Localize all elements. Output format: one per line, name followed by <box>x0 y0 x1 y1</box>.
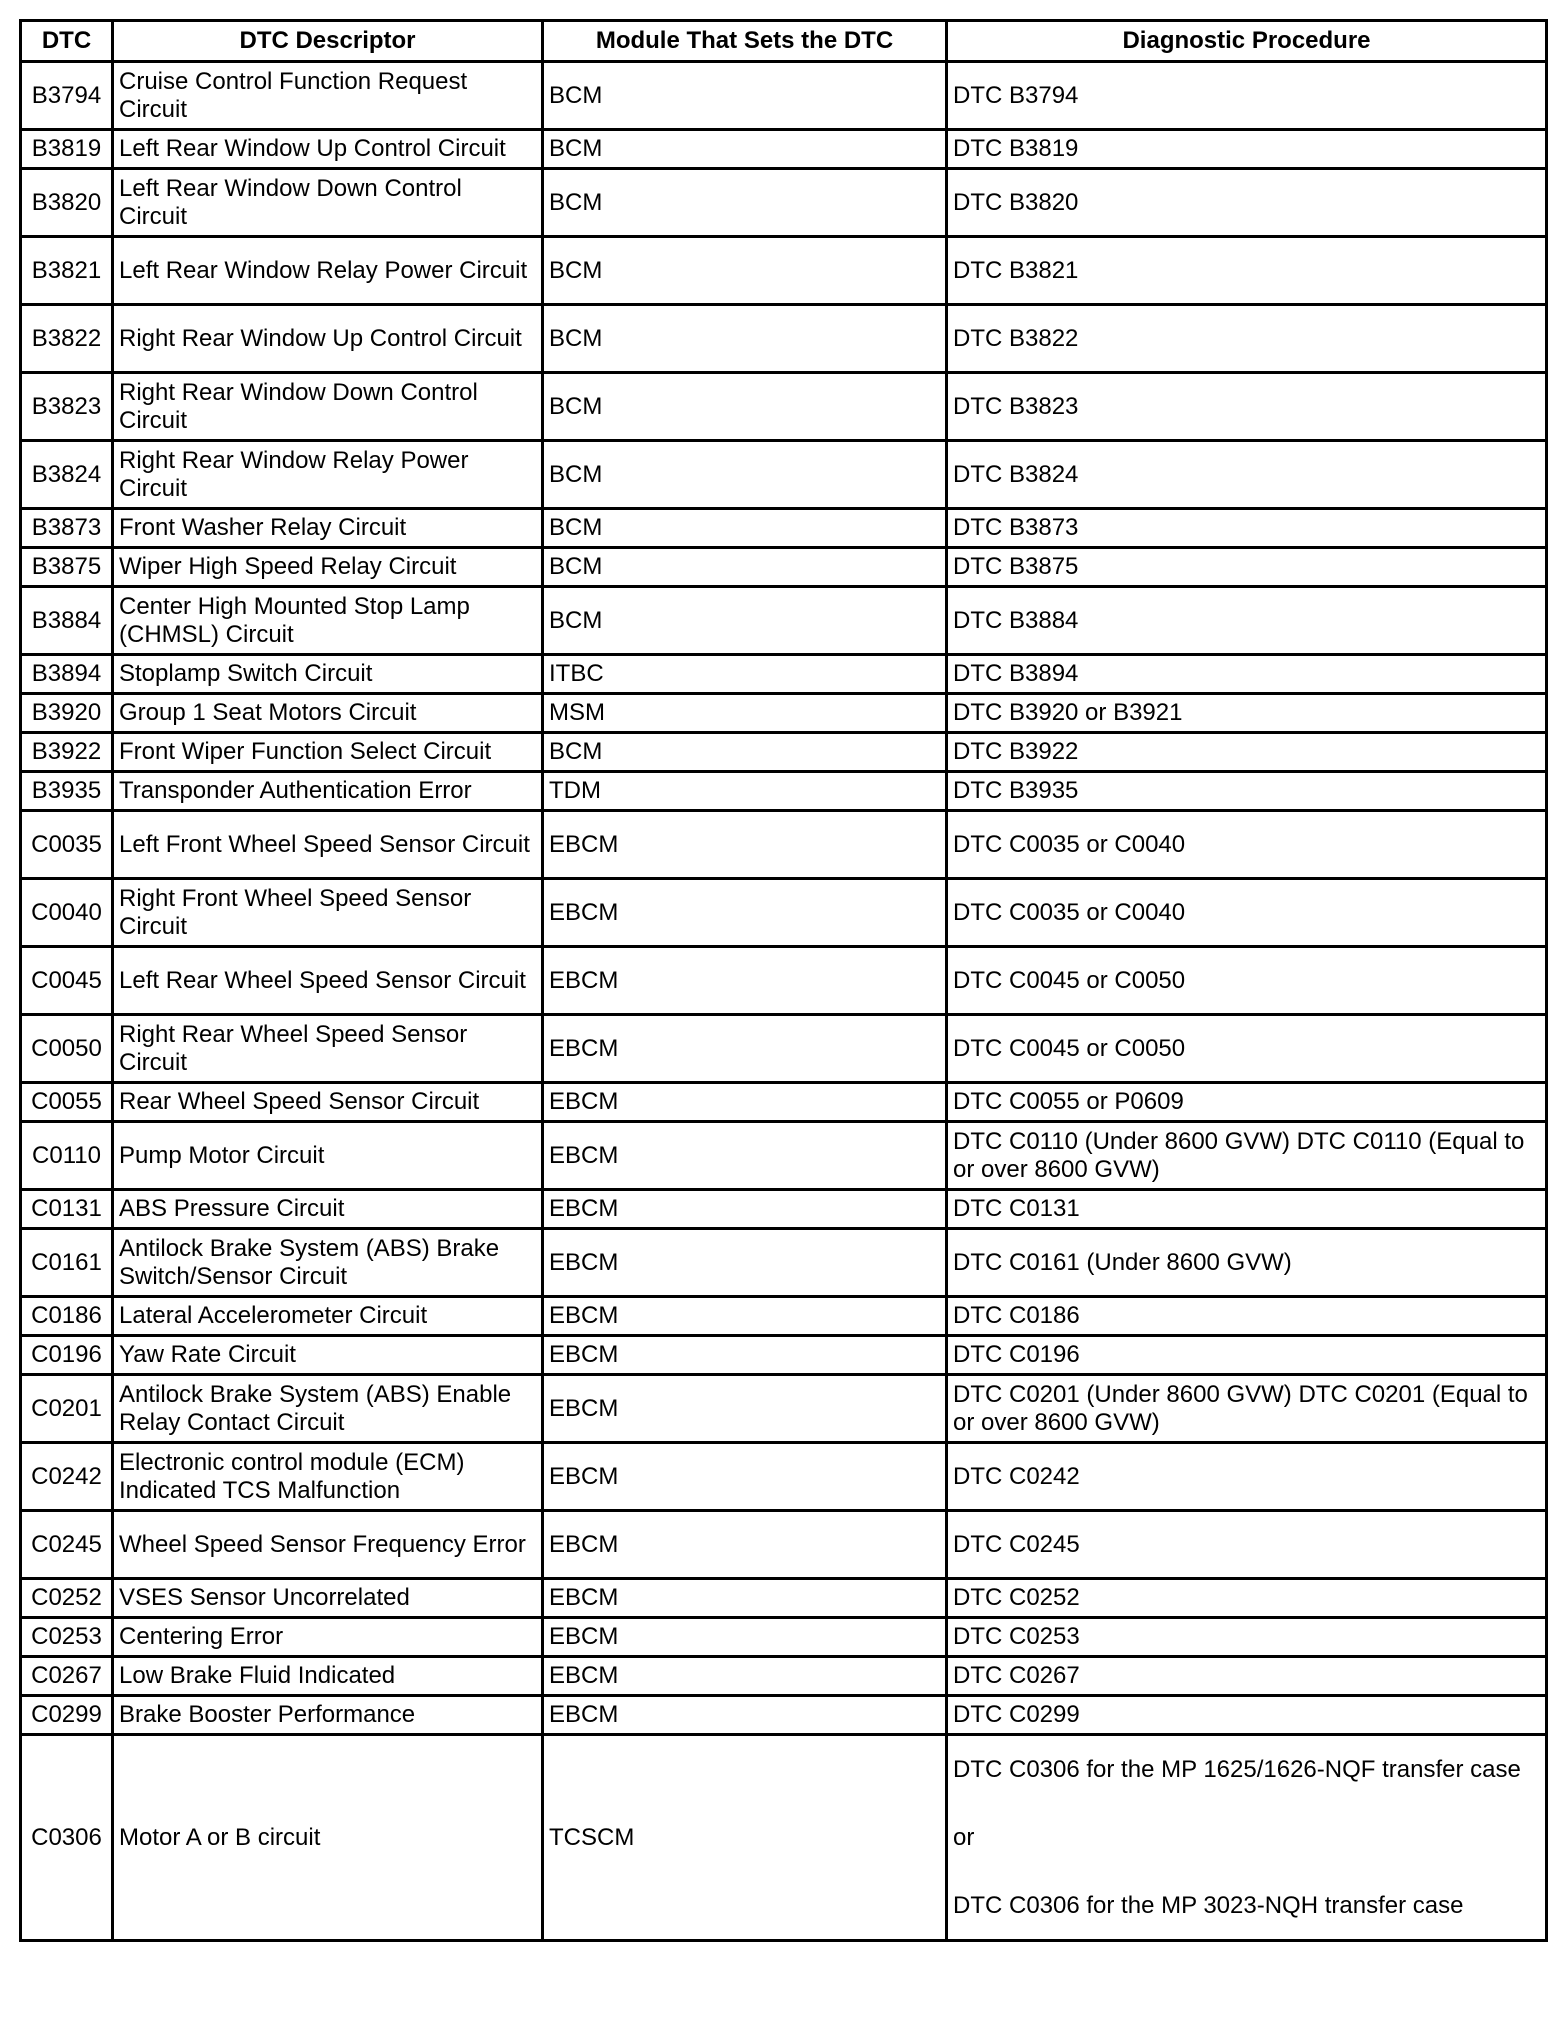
dtc-descriptor: Left Rear Window Relay Power Circuit <box>113 237 543 305</box>
procedure-option-2: DTC C0306 for the MP 3023-NQH transfer case <box>953 1891 1464 1919</box>
dtc-procedure: DTC B3824 <box>947 441 1547 509</box>
dtc-module: BCM <box>543 548 947 587</box>
table-row <box>21 62 1547 130</box>
dtc-module: BCM <box>543 587 947 655</box>
dtc-descriptor: Stoplamp Switch Circuit <box>113 655 543 694</box>
dtc-code: B3873 <box>21 509 113 548</box>
table-row <box>21 694 1547 733</box>
header-row <box>21 21 1547 62</box>
dtc-procedure: DTC C0242 <box>947 1443 1547 1511</box>
dtc-procedure: DTC C0131 <box>947 1190 1547 1229</box>
dtc-module: BCM <box>543 62 947 130</box>
dtc-module: EBCM <box>543 1579 947 1618</box>
dtc-module: TCSCM <box>543 1735 947 1941</box>
dtc-descriptor: Left Front Wheel Speed Sensor Circuit <box>113 811 543 879</box>
table-row <box>21 587 1547 655</box>
dtc-procedure: DTC C0252 <box>947 1579 1547 1618</box>
dtc-descriptor: Left Rear Window Up Control Circuit <box>113 130 543 169</box>
table-row <box>21 237 1547 305</box>
dtc-procedure: DTC B3873 <box>947 509 1547 548</box>
dtc-module: EBCM <box>543 879 947 947</box>
table-body <box>21 62 1547 1941</box>
procedure-gap <box>953 1784 1540 1824</box>
dtc-module: EBCM <box>543 1122 947 1190</box>
dtc-procedure: DTC B3794 <box>947 62 1547 130</box>
dtc-descriptor: Left Rear Window Down Control Circuit <box>113 169 543 237</box>
table-row <box>21 772 1547 811</box>
table-row <box>21 1579 1547 1618</box>
dtc-descriptor: Electronic control module (ECM) Indicated TCS Malfunction <box>113 1443 543 1511</box>
table-row <box>21 1083 1547 1122</box>
dtc-procedure: DTC B3935 <box>947 772 1547 811</box>
dtc-descriptor: Right Rear Wheel Speed Sensor Circuit <box>113 1015 543 1083</box>
dtc-descriptor: Front Wiper Function Select Circuit <box>113 733 543 772</box>
dtc-code: C0253 <box>21 1618 113 1657</box>
dtc-module: EBCM <box>543 1443 947 1511</box>
dtc-procedure: DTC B3920 or B3921 <box>947 694 1547 733</box>
table-row <box>21 1618 1547 1657</box>
dtc-descriptor: Transponder Authentication Error <box>113 772 543 811</box>
dtc-descriptor: Left Rear Wheel Speed Sensor Circuit <box>113 947 543 1015</box>
dtc-descriptor: ABS Pressure Circuit <box>113 1190 543 1229</box>
dtc-code: B3935 <box>21 772 113 811</box>
dtc-procedure: DTC B3819 <box>947 130 1547 169</box>
table-row <box>21 1229 1547 1297</box>
dtc-code: C0161 <box>21 1229 113 1297</box>
table-row <box>21 879 1547 947</box>
dtc-descriptor: Right Front Wheel Speed Sensor Circuit <box>113 879 543 947</box>
dtc-module: EBCM <box>543 1015 947 1083</box>
dtc-code: B3823 <box>21 373 113 441</box>
dtc-module: BCM <box>543 509 947 548</box>
dtc-descriptor: Antilock Brake System (ABS) Brake Switch/Sensor Circuit <box>113 1229 543 1297</box>
dtc-procedure: DTC C0035 or C0040 <box>947 879 1547 947</box>
table-row <box>21 811 1547 879</box>
dtc-module: BCM <box>543 733 947 772</box>
dtc-code: B3820 <box>21 169 113 237</box>
dtc-procedure: DTC C0045 or C0050 <box>947 1015 1547 1083</box>
dtc-code: B3875 <box>21 548 113 587</box>
dtc-module: EBCM <box>543 811 947 879</box>
dtc-code: C0196 <box>21 1336 113 1375</box>
dtc-code: C0252 <box>21 1579 113 1618</box>
table-row <box>21 1696 1547 1735</box>
dtc-module: EBCM <box>543 1696 947 1735</box>
dtc-descriptor: Antilock Brake System (ABS) Enable Relay Contact Circuit <box>113 1375 543 1443</box>
dtc-module: TDM <box>543 772 947 811</box>
table-row <box>21 655 1547 694</box>
dtc-code: C0245 <box>21 1511 113 1579</box>
table-row <box>21 548 1547 587</box>
header-module: Module That Sets the DTC <box>543 21 947 62</box>
dtc-procedure: DTC C0035 or C0040 <box>947 811 1547 879</box>
header-dtc: DTC <box>21 21 113 62</box>
dtc-module: EBCM <box>543 1297 947 1336</box>
dtc-descriptor: Wiper High Speed Relay Circuit <box>113 548 543 587</box>
dtc-procedure: DTC B3822 <box>947 305 1547 373</box>
dtc-table <box>19 19 1548 1942</box>
dtc-module: ITBC <box>543 655 947 694</box>
dtc-code: B3819 <box>21 130 113 169</box>
dtc-procedure: DTC B3922 <box>947 733 1547 772</box>
dtc-descriptor: Front Washer Relay Circuit <box>113 509 543 548</box>
dtc-procedure: DTC B3820 <box>947 169 1547 237</box>
dtc-module: EBCM <box>543 1190 947 1229</box>
dtc-module: BCM <box>543 237 947 305</box>
dtc-descriptor: Center High Mounted Stop Lamp (CHMSL) Circuit <box>113 587 543 655</box>
dtc-procedure: DTC C0110 (Under 8600 GVW) DTC C0110 (Equal to or over 8600 GVW) <box>947 1122 1547 1190</box>
table-row <box>21 373 1547 441</box>
table-row <box>21 509 1547 548</box>
dtc-descriptor: Group 1 Seat Motors Circuit <box>113 694 543 733</box>
dtc-module: EBCM <box>543 1083 947 1122</box>
dtc-code: B3922 <box>21 733 113 772</box>
header-descriptor: DTC Descriptor <box>113 21 543 62</box>
dtc-module: EBCM <box>543 1618 947 1657</box>
procedure-or: or <box>953 1823 975 1851</box>
dtc-procedure: DTC C0186 <box>947 1297 1547 1336</box>
dtc-code: C0242 <box>21 1443 113 1511</box>
table-row-last <box>21 1735 1547 1941</box>
dtc-procedure: DTC C0201 (Under 8600 GVW) DTC C0201 (Equal to or over 8600 GVW) <box>947 1375 1547 1443</box>
table-row <box>21 130 1547 169</box>
table-row <box>21 1657 1547 1696</box>
dtc-code: C0306 <box>21 1735 113 1941</box>
table-row <box>21 1015 1547 1083</box>
dtc-procedure: DTC C0161 (Under 8600 GVW) <box>947 1229 1547 1297</box>
dtc-module: EBCM <box>543 1336 947 1375</box>
dtc-code: C0045 <box>21 947 113 1015</box>
dtc-module: EBCM <box>543 1657 947 1696</box>
table-row <box>21 947 1547 1015</box>
dtc-module: BCM <box>543 305 947 373</box>
dtc-code: B3920 <box>21 694 113 733</box>
table-row <box>21 1190 1547 1229</box>
dtc-descriptor: Wheel Speed Sensor Frequency Error <box>113 1511 543 1579</box>
dtc-procedure: DTC C0299 <box>947 1696 1547 1735</box>
dtc-code: C0055 <box>21 1083 113 1122</box>
table-row <box>21 1122 1547 1190</box>
dtc-descriptor: Rear Wheel Speed Sensor Circuit <box>113 1083 543 1122</box>
dtc-module: EBCM <box>543 1229 947 1297</box>
dtc-procedure: DTC B3894 <box>947 655 1547 694</box>
table-row <box>21 1375 1547 1443</box>
dtc-procedure: DTC B3821 <box>947 237 1547 305</box>
dtc-module: EBCM <box>543 1375 947 1443</box>
dtc-code: B3894 <box>21 655 113 694</box>
dtc-code: C0186 <box>21 1297 113 1336</box>
dtc-module: BCM <box>543 373 947 441</box>
table-row <box>21 733 1547 772</box>
dtc-code: C0131 <box>21 1190 113 1229</box>
dtc-procedure: DTC B3884 <box>947 587 1547 655</box>
dtc-descriptor: Motor A or B circuit <box>113 1735 543 1941</box>
dtc-procedure <box>947 1735 1547 1941</box>
dtc-procedure: DTC C0055 or P0609 <box>947 1083 1547 1122</box>
procedure-option-1: DTC C0306 for the MP 1625/1626-NQF transfer case <box>953 1755 1521 1783</box>
dtc-procedure: DTC B3823 <box>947 373 1547 441</box>
dtc-code: C0201 <box>21 1375 113 1443</box>
table-row <box>21 1336 1547 1375</box>
dtc-descriptor: Right Rear Window Up Control Circuit <box>113 305 543 373</box>
dtc-descriptor: Right Rear Window Relay Power Circuit <box>113 441 543 509</box>
dtc-code: B3794 <box>21 62 113 130</box>
dtc-procedure: DTC C0253 <box>947 1618 1547 1657</box>
dtc-code: C0110 <box>21 1122 113 1190</box>
dtc-module: EBCM <box>543 1511 947 1579</box>
dtc-descriptor: Cruise Control Function Request Circuit <box>113 62 543 130</box>
dtc-descriptor: VSES Sensor Uncorrelated <box>113 1579 543 1618</box>
dtc-module: BCM <box>543 130 947 169</box>
table-row <box>21 305 1547 373</box>
dtc-module: BCM <box>543 441 947 509</box>
dtc-descriptor: Yaw Rate Circuit <box>113 1336 543 1375</box>
dtc-procedure: DTC B3875 <box>947 548 1547 587</box>
dtc-module: EBCM <box>543 947 947 1015</box>
dtc-descriptor: Right Rear Window Down Control Circuit <box>113 373 543 441</box>
table-row <box>21 1297 1547 1336</box>
header-procedure: Diagnostic Procedure <box>947 21 1547 62</box>
table-row <box>21 441 1547 509</box>
dtc-code: C0035 <box>21 811 113 879</box>
dtc-code: B3884 <box>21 587 113 655</box>
table-row <box>21 1443 1547 1511</box>
dtc-code: B3824 <box>21 441 113 509</box>
dtc-code: C0050 <box>21 1015 113 1083</box>
dtc-code: B3821 <box>21 237 113 305</box>
dtc-descriptor: Lateral Accelerometer Circuit <box>113 1297 543 1336</box>
dtc-descriptor: Centering Error <box>113 1618 543 1657</box>
dtc-procedure: DTC C0245 <box>947 1511 1547 1579</box>
dtc-code: B3822 <box>21 305 113 373</box>
dtc-module: BCM <box>543 169 947 237</box>
dtc-procedure: DTC C0045 or C0050 <box>947 947 1547 1015</box>
dtc-procedure: DTC C0267 <box>947 1657 1547 1696</box>
table-row <box>21 169 1547 237</box>
dtc-code: C0040 <box>21 879 113 947</box>
dtc-code: C0299 <box>21 1696 113 1735</box>
dtc-descriptor: Brake Booster Performance <box>113 1696 543 1735</box>
dtc-code: C0267 <box>21 1657 113 1696</box>
procedure-gap <box>953 1852 1540 1892</box>
dtc-module: MSM <box>543 694 947 733</box>
dtc-descriptor: Pump Motor Circuit <box>113 1122 543 1190</box>
dtc-procedure: DTC C0196 <box>947 1336 1547 1375</box>
table-row <box>21 1511 1547 1579</box>
dtc-descriptor: Low Brake Fluid Indicated <box>113 1657 543 1696</box>
